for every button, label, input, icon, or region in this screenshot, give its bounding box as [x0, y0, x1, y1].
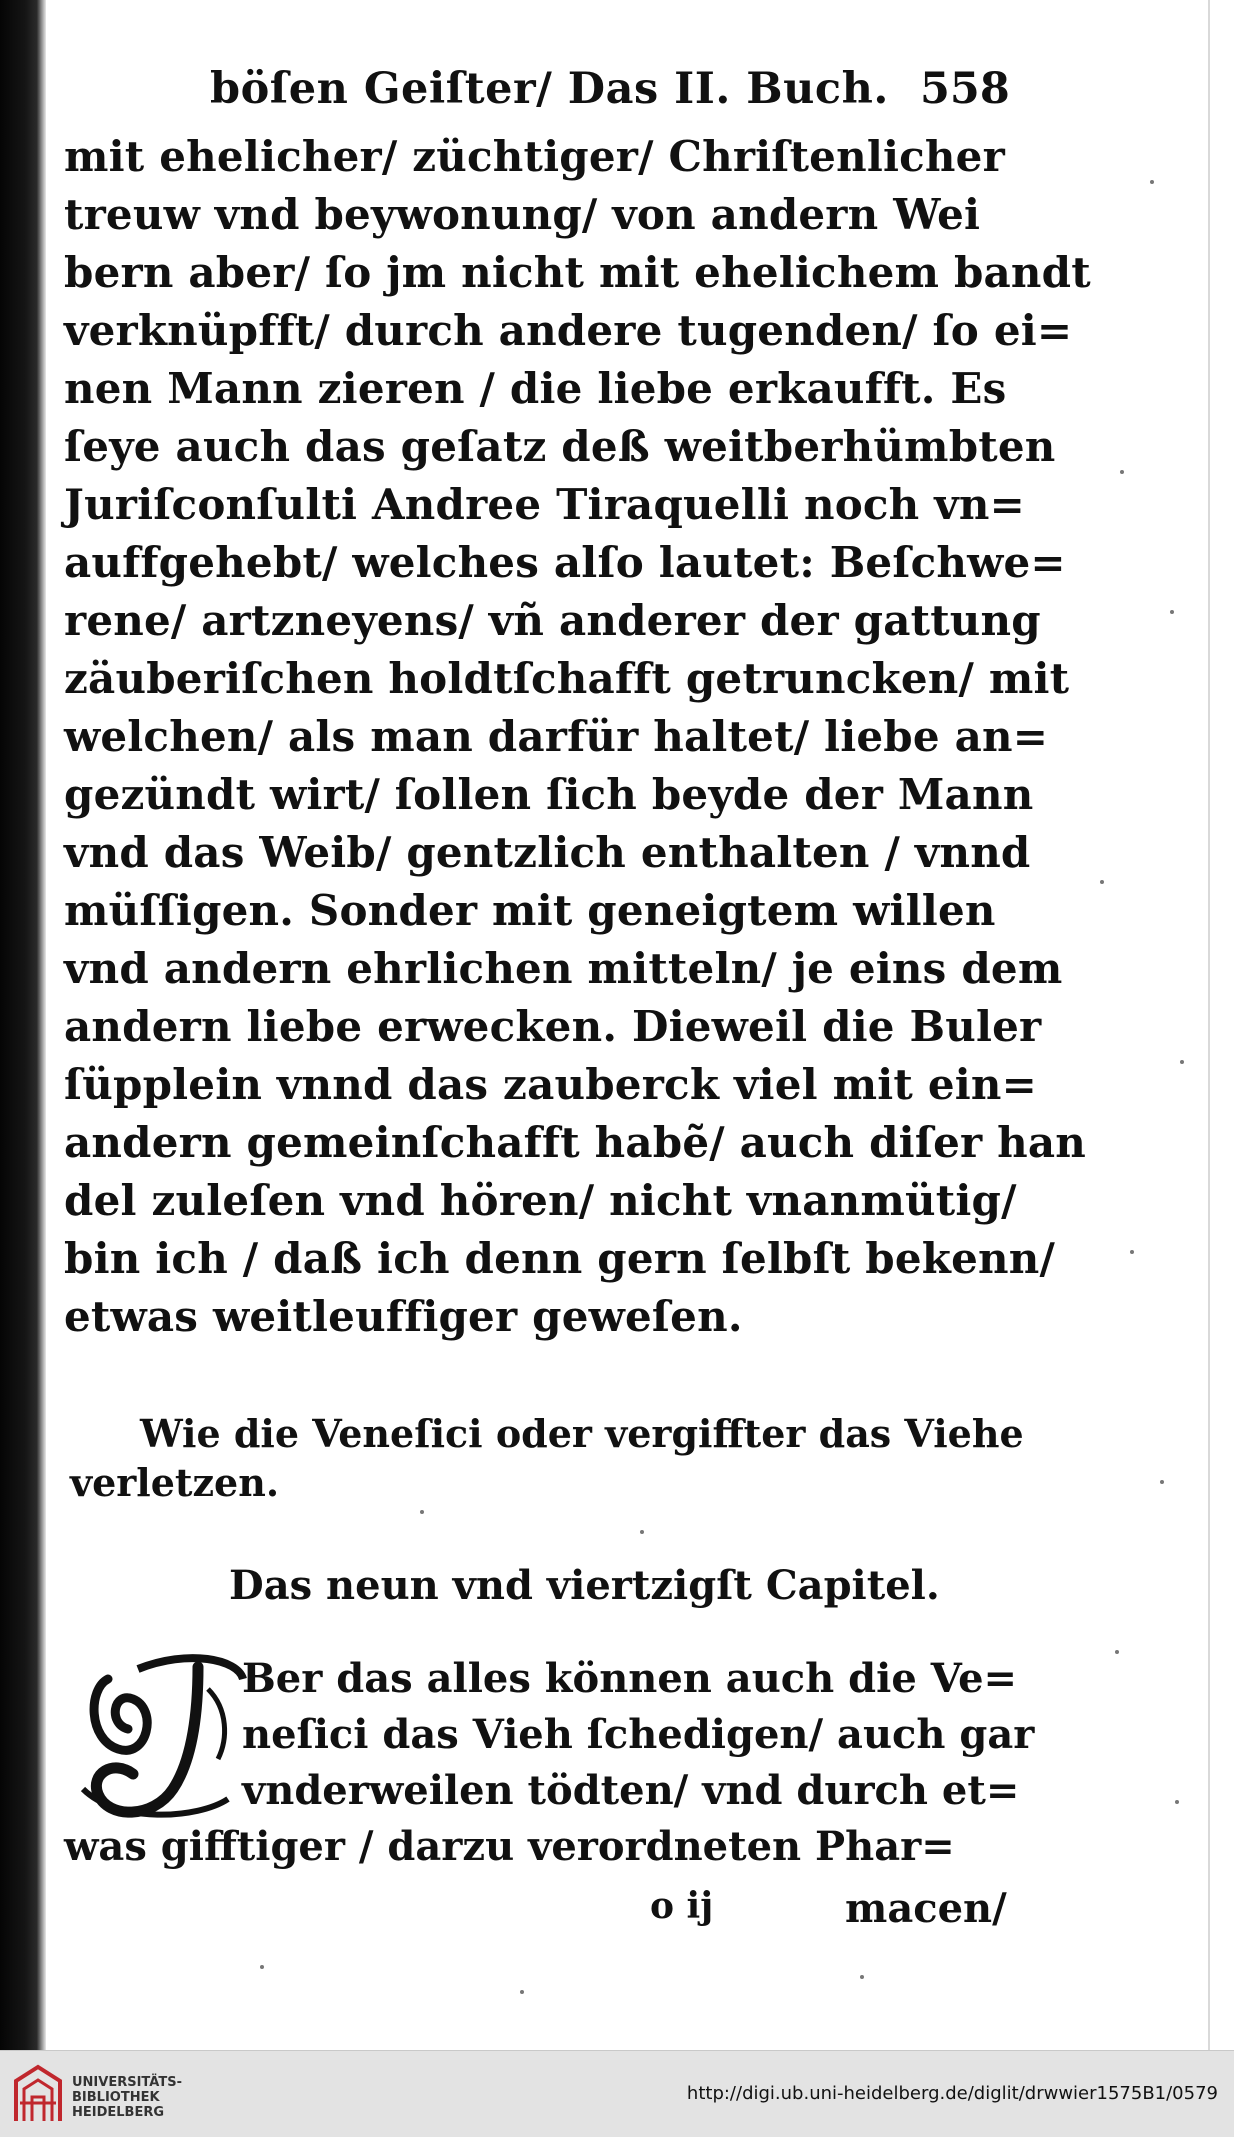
catchword: macen/ [845, 1885, 1007, 1932]
chapter-body [64, 1649, 1035, 1949]
text-line: andern gemeinſchafft habẽ/ auch diſer han [64, 1118, 1087, 1167]
text-line: mit ehelicher/ züchtiger/ Chriſtenlicher [64, 132, 1005, 181]
text-line: etwas weitleuffiger geweſen. [64, 1292, 743, 1341]
text-line: welchen/ als man darfür haltet/ liebe an= [64, 712, 1049, 761]
text-line: nen Mann zieren / die liebe erkaufft. Es [64, 364, 1007, 413]
chapter-line: was gifftiger / darzu verordneten Phar= [64, 1823, 955, 1870]
chapter-line: vnderweilen tödten/ vnd durch et= [242, 1767, 1020, 1814]
text-line: ſeye auch das geſatz deß weitberhümbten [64, 422, 1056, 471]
text-line: müſſigen. Sonder mit geneigtem willen [64, 886, 996, 935]
text-line: treuw vnd beywonung/ von andern Wei [64, 190, 981, 239]
signature-mark: o ij [650, 1885, 714, 1927]
viewer-footer [0, 2050, 1234, 2137]
text-line: rene/ artzneyens/ vñ anderer der gattung [64, 596, 1041, 645]
section-rubric-continuation: verletzen. [70, 1460, 280, 1505]
text-line: zäuberiſchen holdtſchafft getruncken/ mit [64, 654, 1070, 703]
running-title: böſen Geiſter/ Das II. Buch. [210, 64, 889, 114]
text-line: vnd andern ehrlichen mitteln/ je eins dem [64, 944, 1063, 993]
body-text [64, 128, 1091, 1346]
library-name [72, 2075, 182, 2120]
text-line: auffgehebt/ welches alſo lautet: Beſchwe= [64, 538, 1066, 587]
library-name-line: BIBLIOTHEK [72, 2090, 160, 2105]
text-line: bern aber/ ſo jm nicht mit ehelichem bandt [64, 248, 1091, 297]
text-line: andern liebe erwecken. Dieweil die Buler [64, 1002, 1042, 1051]
catchline [64, 1885, 1014, 1941]
text-line: ſüpplein vnnd das zauberck viel mit ein= [64, 1060, 1038, 1109]
chapter-line: neſici das Vieh ſchedigen/ auch gar [242, 1711, 1035, 1758]
text-line: Juriſconſulti Andree Tiraquelli noch vn= [64, 480, 1025, 529]
text-line: del zuleſen vnd hören/ nicht vnanmütig/ [64, 1176, 1017, 1225]
text-line: gezündt wirt/ ſollen ſich beyde der Mann [64, 770, 1034, 819]
page-edge [1208, 0, 1210, 2050]
text-column [64, 58, 1091, 1949]
section-rubric: Wie die Veneſici oder vergiffter das Viehe [140, 1411, 1024, 1456]
text-line: vnd das Weib/ gentzlich enthalten / vnnd [64, 828, 1031, 877]
chapter-heading: Das neun vnd viertzigſt Capitel. [229, 1562, 940, 1609]
book-spine-shadow [0, 0, 46, 2050]
decorated-initial-icon [78, 1649, 254, 1829]
running-head [64, 58, 1014, 128]
chapter-line: Ber das alles können auch die Ve= [242, 1655, 1018, 1702]
university-library-logo-icon [12, 2063, 64, 2125]
library-name-line: HEIDELBERG [72, 2105, 165, 2120]
text-line: verknüpfft/ durch andere tugenden/ ſo ei= [64, 306, 1073, 355]
library-name-line: UNIVERSITÄTS- [72, 2075, 182, 2090]
permalink-url[interactable]: http://digi.ub.uni-heidelberg.de/diglit/drwwier1575B1/0579 [686, 2083, 1218, 2104]
folio-number: 558 [920, 64, 1010, 114]
text-line: bin ich / daß ich denn gern ſelbſt bekenn/ [64, 1234, 1056, 1283]
